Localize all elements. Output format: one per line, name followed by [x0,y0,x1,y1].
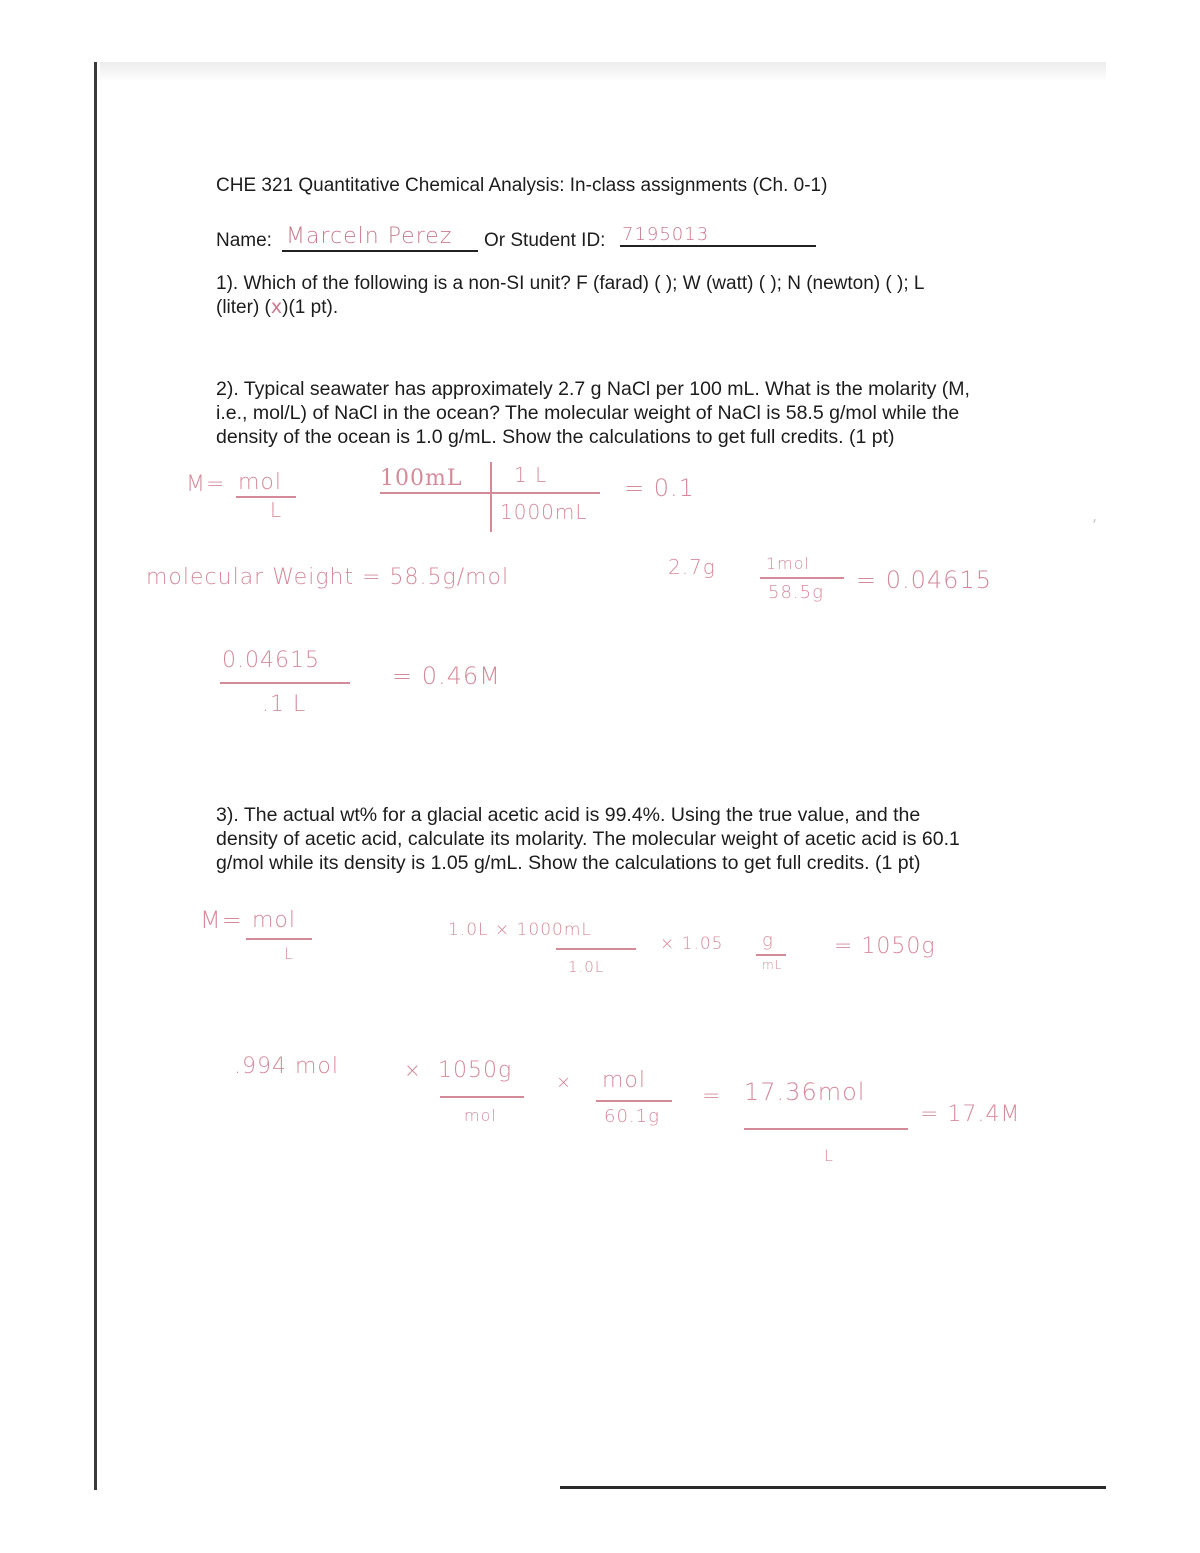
q3-step1-ml: mL [762,958,783,972]
q2-mass: 2.7g [668,555,716,579]
q2-mol-result: = 0.04615 [856,566,992,594]
scan-left-edge [94,62,97,1490]
q3-m-num: mol [252,908,297,933]
student-id-value: 7195013 [622,224,710,245]
q2-conv-result: = 0.1 [624,474,695,502]
q1-line2-post: )(1 pt). [282,297,339,318]
q3-step1-mul: × 1.05 [660,934,724,954]
q3-step1-bar [556,948,636,950]
q3-m-eq: M= [200,906,243,934]
student-id-label: Or Student ID: [484,230,606,251]
q2-text-line3: density of the ocean is 1.0 g/mL. Show the calculations to get full credits. (1 pt) [216,426,895,448]
q2-conv-bar [380,492,600,494]
q3-step2-b-den: mol [464,1106,497,1125]
q2-final-bar [220,682,350,684]
q3-step1-unit-bar [756,954,786,956]
id-underline [620,245,816,247]
q2-text-line1: 2). Typical seawater has approximately 2.7 g NaCl per 100 mL. What is the molarity (M, [216,378,970,400]
q2-mol-bar [760,577,844,579]
q2-final-num: 0.04615 [222,648,320,673]
q3-step2-c-num: mol [602,1068,647,1093]
q2-mol-den: 58.5g [768,582,824,603]
q2-m-eq: M= [186,472,226,497]
q3-step2-c-bar [596,1100,672,1102]
q3-m-den: L [284,944,294,963]
scan-bottom-edge [560,1486,1106,1489]
scan-shadow [100,62,1106,82]
q2-conv-num: 100mL [380,466,463,491]
q3-final-answer: = 17.4M [920,1102,1021,1127]
q3-step1: 1.0L × 1000mL [448,920,592,940]
q3-text-line2: density of acetic acid, calculate its molarity. The molecular weight of acetic acid is 60.1 [216,828,960,850]
q3-step2-eq: = [702,1084,722,1109]
q3-text-line3: g/mol while its density is 1.05 g/mL. Show the calculations to get full credits. (1 pt) [216,852,921,874]
page-title: CHE 321 Quantitative Chemical Analysis: In-class assignments (Ch. 0-1) [216,175,828,196]
q3-m-fraction-bar [246,938,312,940]
q3-step2-result-den: L [824,1146,834,1165]
q2-conv-den: 1000mL [500,500,588,524]
q2-m-num: mol [238,470,283,495]
q3-text-line1: 3). The actual wt% for a glacial acetic acid is 99.4%. Using the true value, and the [216,804,921,826]
q2-conv-mid: 1 L [514,463,548,487]
q1-line2-pre: (liter) ( [216,297,271,318]
q3-step2-result-bar [744,1128,908,1130]
name-underline [282,250,478,252]
q2-conv-vertical [490,462,492,532]
q1-text-line1: 1). Which of the following is a non-SI unit? F (farad) ( ); W (watt) ( ); N (newton) ( ); L [216,273,925,294]
q1-answer-mark: x [270,296,283,318]
q2-m-fraction-bar [236,496,296,498]
q3-step2-x1: × [404,1058,422,1082]
q3-step1-den: 1.0L [568,958,605,976]
q3-step1-g: g [762,930,774,951]
q2-m-den: L [270,498,283,522]
q3-step2-b-num: 1050g [438,1058,513,1083]
q2-molecular-weight: molecular Weight = 58.5g/mol [146,565,510,590]
q2-mol-num: 1mol [766,554,810,573]
q1-text-line2 [216,296,338,319]
q2-text-line2: i.e., mol/L) of NaCl in the ocean? The molecular weight of NaCl is 58.5 g/mol while the [216,402,960,424]
stray-pen-mark: , [1092,506,1098,525]
q3-step2-a: .994 mol [234,1054,339,1079]
q3-step2-x2: × [556,1072,573,1093]
student-name: Marceln Perez [286,224,453,249]
q3-step2-result-num: 17.36mol [744,1078,866,1106]
q3-step2-b-bar [440,1096,524,1098]
name-label: Name: [216,230,272,251]
q2-final-den: .1 L [262,692,307,717]
q2-final-result: = 0.46M [392,662,501,690]
q3-step2-c-den: 60.1g [604,1106,660,1127]
q3-step1-result: = 1050g [834,934,936,959]
